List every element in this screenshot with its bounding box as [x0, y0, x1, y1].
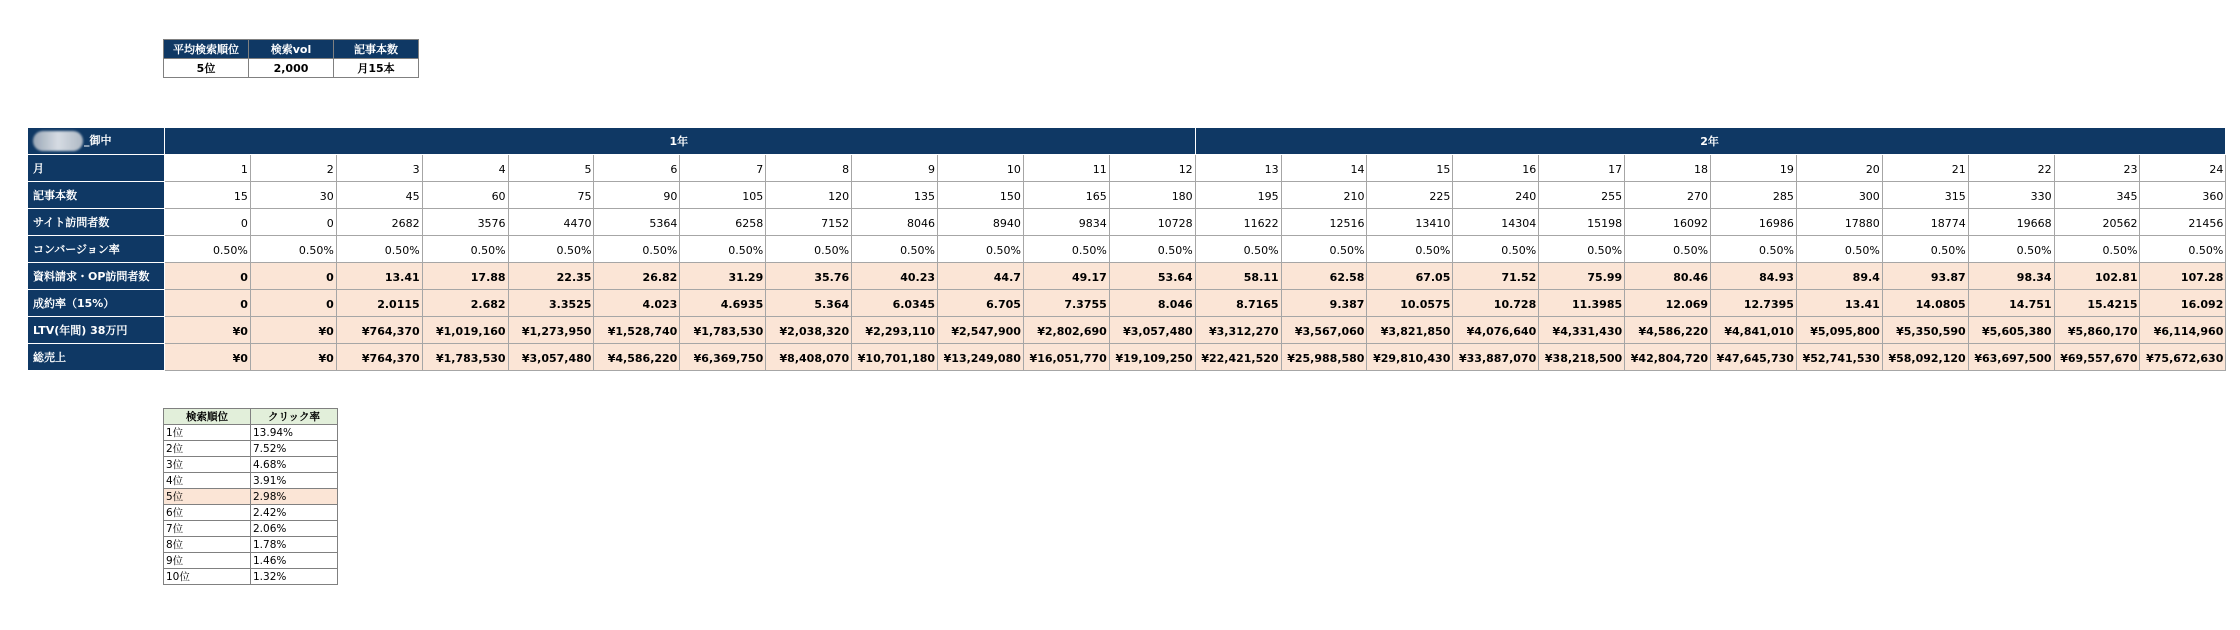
cell-inquiries-m10[interactable]: 44.7 — [938, 263, 1024, 290]
cell-total-sales-m6[interactable]: ¥4,586,220 — [594, 344, 680, 371]
cell-ltv-m16[interactable]: ¥4,076,640 — [1453, 317, 1539, 344]
row-inquiries — [28, 263, 2226, 290]
cell-articles-m6[interactable]: 90 — [594, 182, 680, 209]
cell-close-rate-m11[interactable]: 7.3755 — [1023, 290, 1109, 317]
cell-visitors-m3[interactable]: 2682 — [336, 209, 422, 236]
cell-visitors-m4[interactable]: 3576 — [422, 209, 508, 236]
cell-visitors-m7[interactable]: 6258 — [680, 209, 766, 236]
cell-articles-m23[interactable]: 345 — [2054, 182, 2140, 209]
ctr-row — [164, 473, 338, 489]
cell-month-m4[interactable]: 4 — [422, 155, 508, 182]
summary-value-rank[interactable]: 5位 — [164, 59, 249, 78]
cell-total-sales-m12[interactable]: ¥19,109,250 — [1109, 344, 1195, 371]
cell-ltv-m13[interactable]: ¥3,312,270 — [1195, 317, 1281, 344]
cell-close-rate-m13[interactable]: 8.7165 — [1195, 290, 1281, 317]
cell-month-m10[interactable]: 10 — [938, 155, 1024, 182]
cell-month-m19[interactable]: 19 — [1711, 155, 1797, 182]
cell-articles-m4[interactable]: 60 — [422, 182, 508, 209]
cell-conversion-rate-m21[interactable]: 0.50% — [1882, 236, 1968, 263]
cell-inquiries-m5[interactable]: 22.35 — [508, 263, 594, 290]
cell-inquiries-m21[interactable]: 93.87 — [1882, 263, 1968, 290]
cell-visitors-m12[interactable]: 10728 — [1109, 209, 1195, 236]
cell-close-rate-m16[interactable]: 10.728 — [1453, 290, 1539, 317]
cell-total-sales-m24[interactable]: ¥75,672,630 — [2140, 344, 2226, 371]
cell-visitors-m22[interactable]: 19668 — [1968, 209, 2054, 236]
cell-articles-m20[interactable]: 300 — [1796, 182, 1882, 209]
cell-inquiries-m11[interactable]: 49.17 — [1023, 263, 1109, 290]
cell-articles-m13[interactable]: 195 — [1195, 182, 1281, 209]
cell-total-sales-m10[interactable]: ¥13,249,080 — [938, 344, 1024, 371]
cell-conversion-rate-m5[interactable]: 0.50% — [508, 236, 594, 263]
cell-conversion-rate-m24[interactable]: 0.50% — [2140, 236, 2226, 263]
cell-ltv-m15[interactable]: ¥3,821,850 — [1367, 317, 1453, 344]
summary-header-row — [164, 40, 419, 59]
cell-visitors-m1[interactable]: 0 — [165, 209, 251, 236]
cell-ltv-m2[interactable]: ¥0 — [250, 317, 336, 344]
cell-close-rate-m10[interactable]: 6.705 — [938, 290, 1024, 317]
ctr-rate-cell[interactable]: 7.52% — [251, 441, 338, 457]
cell-total-sales-m14[interactable]: ¥25,988,580 — [1281, 344, 1367, 371]
cell-ltv-m17[interactable]: ¥4,331,430 — [1539, 317, 1625, 344]
cell-close-rate-m18[interactable]: 12.069 — [1625, 290, 1711, 317]
cell-close-rate-m4[interactable]: 2.682 — [422, 290, 508, 317]
cell-month-m6[interactable]: 6 — [594, 155, 680, 182]
summary-header-articles: 記事本数 — [334, 40, 419, 59]
summary-table — [163, 39, 419, 78]
ctr-rate-cell[interactable]: 1.78% — [251, 537, 338, 553]
cell-close-rate-m22[interactable]: 14.751 — [1968, 290, 2054, 317]
cell-total-sales-m20[interactable]: ¥52,741,530 — [1796, 344, 1882, 371]
ctr-rate-cell[interactable]: 3.91% — [251, 473, 338, 489]
ctr-row — [164, 489, 338, 505]
cell-ltv-m9[interactable]: ¥2,293,110 — [852, 317, 938, 344]
summary-header-rank: 平均検索順位 — [164, 40, 249, 59]
cell-inquiries-m17[interactable]: 75.99 — [1539, 263, 1625, 290]
row-label-total-sales: 総売上 — [28, 344, 165, 371]
ctr-rank-cell[interactable]: 3位 — [164, 457, 251, 473]
ctr-rate-cell[interactable]: 2.06% — [251, 521, 338, 537]
row-ltv — [28, 317, 2226, 344]
row-label-conversion-rate: コンバージョン率 — [28, 236, 165, 263]
cell-total-sales-m8[interactable]: ¥8,408,070 — [766, 344, 852, 371]
cell-articles-m11[interactable]: 165 — [1023, 182, 1109, 209]
ctr-rank-cell[interactable]: 10位 — [164, 569, 251, 585]
cell-articles-m19[interactable]: 285 — [1711, 182, 1797, 209]
cell-ltv-m10[interactable]: ¥2,547,900 — [938, 317, 1024, 344]
cell-ltv-m11[interactable]: ¥2,802,690 — [1023, 317, 1109, 344]
cell-month-m11[interactable]: 11 — [1023, 155, 1109, 182]
row-label-close-rate: 成約率（15%） — [28, 290, 165, 317]
cell-total-sales-m15[interactable]: ¥29,810,430 — [1367, 344, 1453, 371]
cell-month-m20[interactable]: 20 — [1796, 155, 1882, 182]
cell-ltv-m4[interactable]: ¥1,019,160 — [422, 317, 508, 344]
cell-inquiries-m4[interactable]: 17.88 — [422, 263, 508, 290]
cell-month-m1[interactable]: 1 — [165, 155, 251, 182]
ctr-header-rank: 検索順位 — [164, 409, 251, 425]
ctr-row — [164, 505, 338, 521]
cell-close-rate-m6[interactable]: 4.023 — [594, 290, 680, 317]
cell-visitors-m2[interactable]: 0 — [250, 209, 336, 236]
cell-total-sales-m1[interactable]: ¥0 — [165, 344, 251, 371]
cell-inquiries-m15[interactable]: 67.05 — [1367, 263, 1453, 290]
ctr-rate-cell[interactable]: 1.46% — [251, 553, 338, 569]
cell-inquiries-m18[interactable]: 80.46 — [1625, 263, 1711, 290]
cell-close-rate-m9[interactable]: 6.0345 — [852, 290, 938, 317]
cell-articles-m21[interactable]: 315 — [1882, 182, 1968, 209]
cell-close-rate-m15[interactable]: 10.0575 — [1367, 290, 1453, 317]
summary-value-row — [164, 59, 419, 78]
cell-inquiries-m20[interactable]: 89.4 — [1796, 263, 1882, 290]
cell-inquiries-m13[interactable]: 58.11 — [1195, 263, 1281, 290]
row-label-ltv: LTV(年間) 38万円 — [28, 317, 165, 344]
ctr-rate-cell[interactable]: 4.68% — [251, 457, 338, 473]
ctr-row — [164, 537, 338, 553]
cell-month-m22[interactable]: 22 — [1968, 155, 2054, 182]
client-suffix: _御中 — [84, 134, 112, 147]
cell-month-m17[interactable]: 17 — [1539, 155, 1625, 182]
cell-articles-m9[interactable]: 135 — [852, 182, 938, 209]
ctr-rate-cell[interactable]: 2.42% — [251, 505, 338, 521]
cell-articles-m16[interactable]: 240 — [1453, 182, 1539, 209]
cell-visitors-m5[interactable]: 4470 — [508, 209, 594, 236]
ctr-rank-cell[interactable]: 5位 — [164, 489, 251, 505]
cell-total-sales-m17[interactable]: ¥38,218,500 — [1539, 344, 1625, 371]
cell-close-rate-m19[interactable]: 12.7395 — [1711, 290, 1797, 317]
cell-total-sales-m4[interactable]: ¥1,783,530 — [422, 344, 508, 371]
row-articles — [28, 182, 2226, 209]
cell-total-sales-m7[interactable]: ¥6,369,750 — [680, 344, 766, 371]
cell-conversion-rate-m6[interactable]: 0.50% — [594, 236, 680, 263]
cell-total-sales-m22[interactable]: ¥63,697,500 — [1968, 344, 2054, 371]
ctr-rank-cell[interactable]: 2位 — [164, 441, 251, 457]
ctr-row — [164, 441, 338, 457]
cell-inquiries-m9[interactable]: 40.23 — [852, 263, 938, 290]
ctr-rate-cell[interactable]: 1.32% — [251, 569, 338, 585]
cell-inquiries-m14[interactable]: 62.58 — [1281, 263, 1367, 290]
ctr-row — [164, 569, 338, 585]
row-label-visitors: サイト訪問者数 — [28, 209, 165, 236]
cell-month-m5[interactable]: 5 — [508, 155, 594, 182]
cell-month-m23[interactable]: 23 — [2054, 155, 2140, 182]
ctr-table — [163, 408, 338, 585]
cell-close-rate-m21[interactable]: 14.0805 — [1882, 290, 1968, 317]
cell-visitors-m21[interactable]: 18774 — [1882, 209, 1968, 236]
cell-close-rate-m7[interactable]: 4.6935 — [680, 290, 766, 317]
cell-visitors-m11[interactable]: 9834 — [1023, 209, 1109, 236]
cell-total-sales-m3[interactable]: ¥764,370 — [336, 344, 422, 371]
summary-value-articles[interactable]: 月15本 — [334, 59, 419, 78]
cell-inquiries-m7[interactable]: 31.29 — [680, 263, 766, 290]
cell-close-rate-m17[interactable]: 11.3985 — [1539, 290, 1625, 317]
cell-month-m18[interactable]: 18 — [1625, 155, 1711, 182]
cell-month-m15[interactable]: 15 — [1367, 155, 1453, 182]
cell-articles-m5[interactable]: 75 — [508, 182, 594, 209]
ctr-header-rate: クリック率 — [251, 409, 338, 425]
cell-conversion-rate-m9[interactable]: 0.50% — [852, 236, 938, 263]
cell-close-rate-m1[interactable]: 0 — [165, 290, 251, 317]
cell-conversion-rate-m4[interactable]: 0.50% — [422, 236, 508, 263]
cell-conversion-rate-m13[interactable]: 0.50% — [1195, 236, 1281, 263]
cell-ltv-m1[interactable]: ¥0 — [165, 317, 251, 344]
cell-inquiries-m22[interactable]: 98.34 — [1968, 263, 2054, 290]
cell-visitors-m14[interactable]: 12516 — [1281, 209, 1367, 236]
row-label-inquiries: 資料請求・OP訪問者数 — [28, 263, 165, 290]
cell-conversion-rate-m11[interactable]: 0.50% — [1023, 236, 1109, 263]
cell-total-sales-m5[interactable]: ¥3,057,480 — [508, 344, 594, 371]
cell-ltv-m14[interactable]: ¥3,567,060 — [1281, 317, 1367, 344]
cell-visitors-m6[interactable]: 5364 — [594, 209, 680, 236]
cell-month-m9[interactable]: 9 — [852, 155, 938, 182]
cell-conversion-rate-m16[interactable]: 0.50% — [1453, 236, 1539, 263]
year-header-row — [28, 128, 2226, 155]
cell-total-sales-m21[interactable]: ¥58,092,120 — [1882, 344, 1968, 371]
summary-value-volume[interactable]: 2,000 — [249, 59, 334, 78]
cell-conversion-rate-m10[interactable]: 0.50% — [938, 236, 1024, 263]
cell-conversion-rate-m3[interactable]: 0.50% — [336, 236, 422, 263]
cell-ltv-m3[interactable]: ¥764,370 — [336, 317, 422, 344]
cell-visitors-m9[interactable]: 8046 — [852, 209, 938, 236]
cell-total-sales-m11[interactable]: ¥16,051,770 — [1023, 344, 1109, 371]
cell-ltv-m20[interactable]: ¥5,095,800 — [1796, 317, 1882, 344]
cell-close-rate-m8[interactable]: 5.364 — [766, 290, 852, 317]
ctr-rank-cell[interactable]: 6位 — [164, 505, 251, 521]
cell-inquiries-m2[interactable]: 0 — [250, 263, 336, 290]
row-label-month: 月 — [28, 155, 165, 182]
cell-total-sales-m19[interactable]: ¥47,645,730 — [1711, 344, 1797, 371]
cell-visitors-m24[interactable]: 21456 — [2140, 209, 2226, 236]
cell-visitors-m23[interactable]: 20562 — [2054, 209, 2140, 236]
row-visitors — [28, 209, 2226, 236]
ctr-rank-cell[interactable]: 1位 — [164, 425, 251, 441]
cell-close-rate-m3[interactable]: 2.0115 — [336, 290, 422, 317]
cell-close-rate-m12[interactable]: 8.046 — [1109, 290, 1195, 317]
cell-month-m14[interactable]: 14 — [1281, 155, 1367, 182]
cell-inquiries-m12[interactable]: 53.64 — [1109, 263, 1195, 290]
cell-ltv-m19[interactable]: ¥4,841,010 — [1711, 317, 1797, 344]
cell-conversion-rate-m1[interactable]: 0.50% — [165, 236, 251, 263]
cell-articles-m1[interactable]: 15 — [165, 182, 251, 209]
cell-visitors-m15[interactable]: 13410 — [1367, 209, 1453, 236]
cell-month-m2[interactable]: 2 — [250, 155, 336, 182]
cell-total-sales-m9[interactable]: ¥10,701,180 — [852, 344, 938, 371]
cell-inquiries-m1[interactable]: 0 — [165, 263, 251, 290]
cell-visitors-m17[interactable]: 15198 — [1539, 209, 1625, 236]
cell-close-rate-m24[interactable]: 16.092 — [2140, 290, 2226, 317]
year-1-header: 1年 — [165, 128, 1196, 155]
cell-conversion-rate-m7[interactable]: 0.50% — [680, 236, 766, 263]
cell-conversion-rate-m18[interactable]: 0.50% — [1625, 236, 1711, 263]
cell-visitors-m13[interactable]: 11622 — [1195, 209, 1281, 236]
row-total-sales — [28, 344, 2226, 371]
cell-articles-m18[interactable]: 270 — [1625, 182, 1711, 209]
cell-visitors-m18[interactable]: 16092 — [1625, 209, 1711, 236]
cell-articles-m7[interactable]: 105 — [680, 182, 766, 209]
projection-table — [27, 127, 2226, 371]
cell-conversion-rate-m17[interactable]: 0.50% — [1539, 236, 1625, 263]
cell-conversion-rate-m15[interactable]: 0.50% — [1367, 236, 1453, 263]
cell-month-m13[interactable]: 13 — [1195, 155, 1281, 182]
cell-inquiries-m16[interactable]: 71.52 — [1453, 263, 1539, 290]
summary-header-volume: 検索vol — [249, 40, 334, 59]
cell-inquiries-m6[interactable]: 26.82 — [594, 263, 680, 290]
cell-visitors-m8[interactable]: 7152 — [766, 209, 852, 236]
cell-inquiries-m8[interactable]: 35.76 — [766, 263, 852, 290]
ctr-header-row — [164, 409, 338, 425]
ctr-rate-cell[interactable]: 2.98% — [251, 489, 338, 505]
year-2-header: 2年 — [1195, 128, 2226, 155]
cell-close-rate-m14[interactable]: 9.387 — [1281, 290, 1367, 317]
cell-close-rate-m23[interactable]: 15.4215 — [2054, 290, 2140, 317]
cell-conversion-rate-m20[interactable]: 0.50% — [1796, 236, 1882, 263]
cell-articles-m15[interactable]: 225 — [1367, 182, 1453, 209]
cell-conversion-rate-m12[interactable]: 0.50% — [1109, 236, 1195, 263]
row-conversion-rate — [28, 236, 2226, 263]
cell-ltv-m24[interactable]: ¥6,114,960 — [2140, 317, 2226, 344]
ctr-row — [164, 425, 338, 441]
cell-total-sales-m13[interactable]: ¥22,421,520 — [1195, 344, 1281, 371]
cell-conversion-rate-m2[interactable]: 0.50% — [250, 236, 336, 263]
row-label-articles: 記事本数 — [28, 182, 165, 209]
cell-close-rate-m5[interactable]: 3.3525 — [508, 290, 594, 317]
cell-month-m24[interactable]: 24 — [2140, 155, 2226, 182]
cell-articles-m22[interactable]: 330 — [1968, 182, 2054, 209]
ctr-rank-cell[interactable]: 9位 — [164, 553, 251, 569]
cell-month-m3[interactable]: 3 — [336, 155, 422, 182]
cell-total-sales-m23[interactable]: ¥69,557,670 — [2054, 344, 2140, 371]
cell-month-m12[interactable]: 12 — [1109, 155, 1195, 182]
cell-conversion-rate-m14[interactable]: 0.50% — [1281, 236, 1367, 263]
cell-ltv-m8[interactable]: ¥2,038,320 — [766, 317, 852, 344]
row-close-rate — [28, 290, 2226, 317]
ctr-rank-cell[interactable]: 7位 — [164, 521, 251, 537]
row-month — [28, 155, 2226, 182]
cell-articles-m24[interactable]: 360 — [2140, 182, 2226, 209]
cell-visitors-m20[interactable]: 17880 — [1796, 209, 1882, 236]
cell-ltv-m21[interactable]: ¥5,350,590 — [1882, 317, 1968, 344]
cell-inquiries-m3[interactable]: 13.41 — [336, 263, 422, 290]
cell-articles-m2[interactable]: 30 — [250, 182, 336, 209]
cell-conversion-rate-m19[interactable]: 0.50% — [1711, 236, 1797, 263]
cell-ltv-m5[interactable]: ¥1,273,950 — [508, 317, 594, 344]
cell-ltv-m22[interactable]: ¥5,605,380 — [1968, 317, 2054, 344]
cell-month-m7[interactable]: 7 — [680, 155, 766, 182]
redacted-client-name — [33, 131, 83, 151]
cell-total-sales-m18[interactable]: ¥42,804,720 — [1625, 344, 1711, 371]
cell-month-m16[interactable]: 16 — [1453, 155, 1539, 182]
cell-articles-m3[interactable]: 45 — [336, 182, 422, 209]
ctr-rate-cell[interactable]: 13.94% — [251, 425, 338, 441]
client-name-cell — [28, 128, 165, 155]
cell-articles-m8[interactable]: 120 — [766, 182, 852, 209]
cell-articles-m12[interactable]: 180 — [1109, 182, 1195, 209]
cell-inquiries-m23[interactable]: 102.81 — [2054, 263, 2140, 290]
cell-visitors-m19[interactable]: 16986 — [1711, 209, 1797, 236]
cell-total-sales-m2[interactable]: ¥0 — [250, 344, 336, 371]
cell-close-rate-m2[interactable]: 0 — [250, 290, 336, 317]
cell-ltv-m18[interactable]: ¥4,586,220 — [1625, 317, 1711, 344]
cell-conversion-rate-m22[interactable]: 0.50% — [1968, 236, 2054, 263]
ctr-rank-cell[interactable]: 8位 — [164, 537, 251, 553]
ctr-rank-cell[interactable]: 4位 — [164, 473, 251, 489]
cell-ltv-m12[interactable]: ¥3,057,480 — [1109, 317, 1195, 344]
cell-visitors-m16[interactable]: 14304 — [1453, 209, 1539, 236]
cell-conversion-rate-m8[interactable]: 0.50% — [766, 236, 852, 263]
ctr-row — [164, 553, 338, 569]
cell-conversion-rate-m23[interactable]: 0.50% — [2054, 236, 2140, 263]
cell-month-m8[interactable]: 8 — [766, 155, 852, 182]
cell-total-sales-m16[interactable]: ¥33,887,070 — [1453, 344, 1539, 371]
cell-inquiries-m24[interactable]: 107.28 — [2140, 263, 2226, 290]
cell-inquiries-m19[interactable]: 84.93 — [1711, 263, 1797, 290]
ctr-row — [164, 457, 338, 473]
cell-month-m21[interactable]: 21 — [1882, 155, 1968, 182]
cell-ltv-m6[interactable]: ¥1,528,740 — [594, 317, 680, 344]
cell-visitors-m10[interactable]: 8940 — [938, 209, 1024, 236]
cell-articles-m17[interactable]: 255 — [1539, 182, 1625, 209]
cell-ltv-m7[interactable]: ¥1,783,530 — [680, 317, 766, 344]
cell-articles-m10[interactable]: 150 — [938, 182, 1024, 209]
cell-articles-m14[interactable]: 210 — [1281, 182, 1367, 209]
ctr-row — [164, 521, 338, 537]
cell-ltv-m23[interactable]: ¥5,860,170 — [2054, 317, 2140, 344]
cell-close-rate-m20[interactable]: 13.41 — [1796, 290, 1882, 317]
